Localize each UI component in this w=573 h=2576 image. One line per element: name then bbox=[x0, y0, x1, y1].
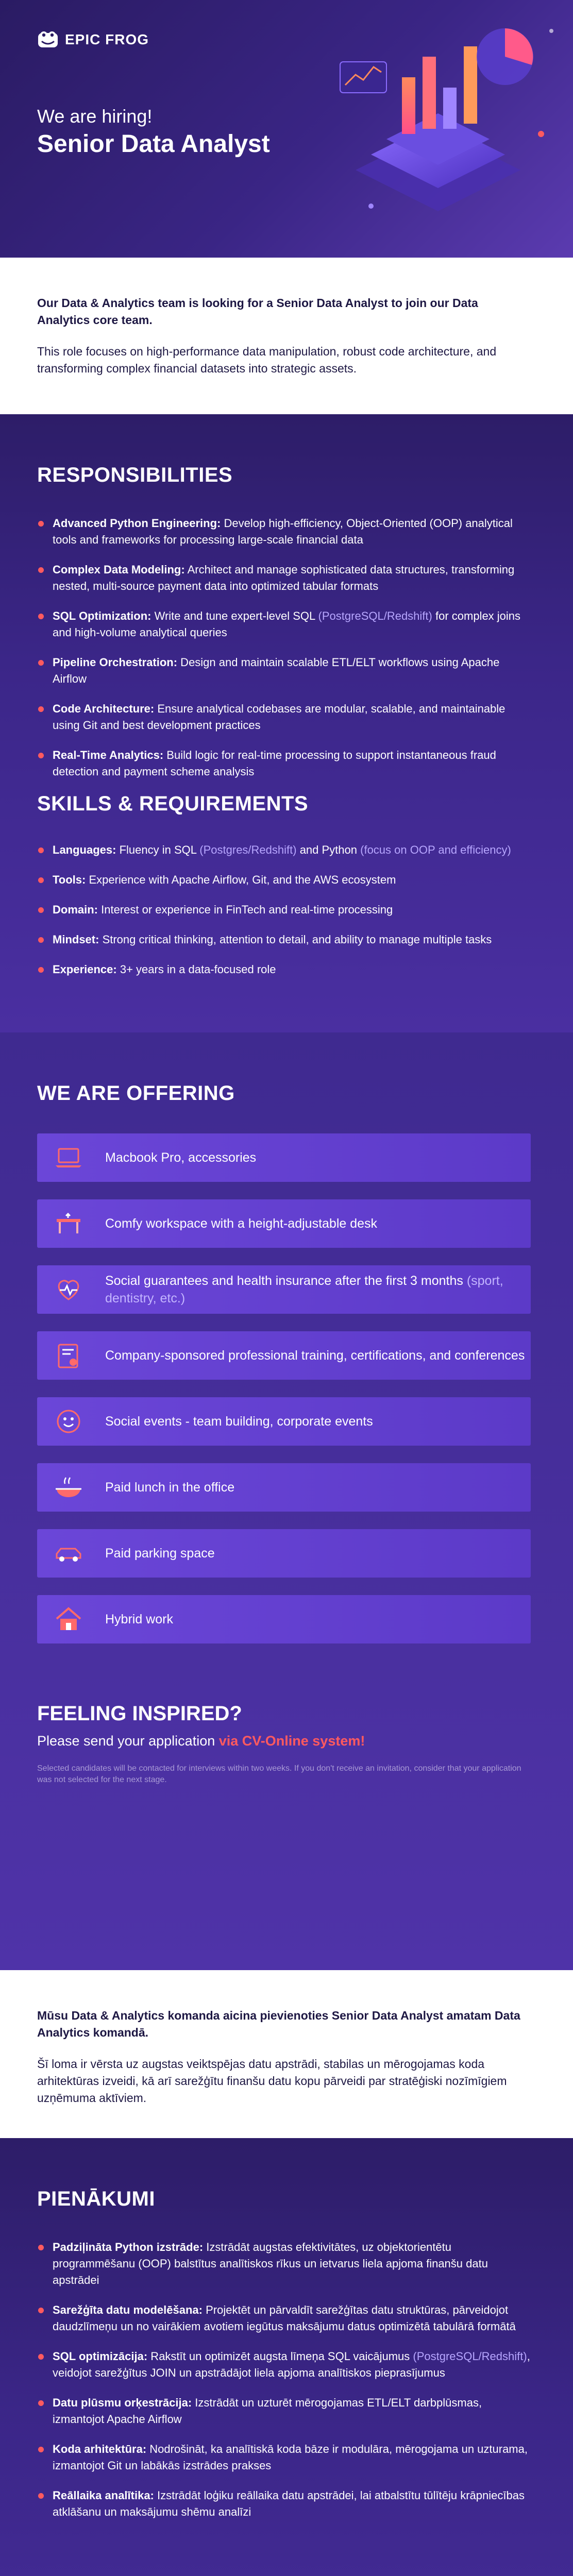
offer-item bbox=[37, 1133, 531, 1182]
health-heart-icon bbox=[53, 1274, 85, 1306]
intro-body-lv: Šī loma ir vērsta uz augstas veiktspējas datu apstrādi, stabilas un mērogojamas koda arhitektūras izveidi, kā arī sarežģītu finanšu datu kopu pārveidi par stratēģiski nozīmīgiem uzņēmuma aktīviem. bbox=[37, 2057, 507, 2105]
intro-section-en bbox=[0, 258, 573, 414]
item-highlight: (PostgreSQL/Redshift) bbox=[318, 609, 432, 622]
item-heading: Domain: bbox=[53, 903, 98, 916]
offer-item bbox=[37, 1331, 531, 1380]
item-text: Fluency in SQL bbox=[116, 843, 200, 856]
lunch-icon bbox=[53, 1471, 85, 1503]
offer-item bbox=[37, 1265, 531, 1314]
certificate-icon bbox=[53, 1340, 85, 1371]
details-section-lv bbox=[0, 2138, 573, 2576]
hero-banner bbox=[0, 0, 573, 258]
item-heading: Pipeline Orchestration: bbox=[53, 656, 178, 669]
list-item bbox=[37, 902, 532, 918]
responsibilities-title: RESPONSIBILITIES bbox=[37, 464, 233, 486]
apply-prefix: Please send your application bbox=[37, 1733, 219, 1749]
list-item bbox=[37, 872, 532, 888]
skills-title: SKILLS & REQUIREMENTS bbox=[37, 792, 309, 815]
item-text-tail: and Python bbox=[296, 843, 361, 856]
item-heading: Code Architecture: bbox=[53, 702, 155, 715]
item-text: Izstrādāt augstas efektivitātes, uz objektorientētu programmēšanu (OOP) balstītus analītiskos rīkus un ietvarus liela apjoma finanšu datu apstrādei bbox=[53, 2241, 488, 2286]
item-text-tail: for complex joins and high-volume analytical queries bbox=[53, 609, 521, 639]
offer-label: Paid lunch in the office bbox=[105, 1480, 235, 1495]
item-text: Nodrošināt, ka analītiskā koda bāze ir modulāra, mērogojama un uzturama, izmantojot Git un labākās izstrādes prakses bbox=[53, 2443, 528, 2472]
item-text: Izstrādāt loģiku reāllaika datu apstrādei, lai atbalstītu tūlītēju krāpniecības atklāšanu un maksājumu shēmu analīzi bbox=[53, 2489, 525, 2518]
offer-text bbox=[105, 1149, 256, 1166]
item-text: Develop high-efficiency, Object-Oriented (OOP) analytical tools and frameworks for processing large-scale financial data bbox=[53, 517, 513, 546]
offer-item bbox=[37, 1529, 531, 1578]
offer-text bbox=[105, 1413, 373, 1430]
item-heading: Languages: bbox=[53, 843, 116, 856]
item-text: Write and tune expert-level SQL bbox=[151, 609, 318, 622]
list-item bbox=[37, 608, 532, 641]
smile-icon bbox=[53, 1405, 85, 1437]
list-item bbox=[37, 931, 532, 948]
item-text: Rakstīt un optimizēt augsta līmeņa SQL vaicājumus bbox=[147, 2350, 413, 2363]
item-text: 3+ years in a data-focused role bbox=[116, 963, 276, 976]
item-heading: Mindset: bbox=[53, 933, 99, 946]
selection-note: Selected candidates will be contacted for interviews within two weeks. If you don't receive an invitation, consider that your application was not selected for the next stage. bbox=[37, 1764, 521, 1784]
inspired-title: FEELING INSPIRED? bbox=[37, 1702, 242, 1725]
item-highlight: (Postgres/Redshift) bbox=[199, 843, 297, 856]
offer-text bbox=[105, 1272, 531, 1307]
offer-item bbox=[37, 1595, 531, 1643]
skills-list bbox=[37, 842, 532, 991]
responsibilities-list-lv bbox=[37, 2239, 532, 2534]
item-text: Build logic for real-time processing to support instantaneous fraud detection and payment scheme analysis bbox=[53, 749, 496, 778]
item-heading: SQL Optimization: bbox=[53, 609, 151, 622]
list-item bbox=[37, 961, 532, 978]
list-item bbox=[37, 747, 532, 780]
offer-label: Paid parking space bbox=[105, 1546, 215, 1561]
item-highlight: (PostgreSQL/Redshift) bbox=[413, 2350, 527, 2363]
item-heading: Sarežģīta datu modelēšana: bbox=[53, 2303, 203, 2316]
offer-label: Social events - team building, corporate events bbox=[105, 1414, 373, 1429]
list-item bbox=[37, 654, 532, 687]
item-text: Ensure analytical codebases are modular, scalable, and maintainable using Git and best development practices bbox=[53, 702, 505, 732]
job-title: Senior Data Analyst bbox=[37, 130, 270, 158]
apply-line bbox=[37, 1733, 365, 1749]
item-heading: Tools: bbox=[53, 873, 86, 886]
list-item bbox=[37, 2487, 532, 2520]
item-text: Interest or experience in FinTech and real-time processing bbox=[98, 903, 393, 916]
details-section-en bbox=[0, 414, 573, 1032]
data-analytics-illustration bbox=[309, 0, 573, 258]
item-heading: Koda arhitektūra: bbox=[53, 2443, 147, 2455]
item-heading: SQL optimizācija: bbox=[53, 2350, 148, 2363]
offer-text bbox=[105, 1545, 215, 1562]
item-text-tail: , veidojot sarežģītus JOIN un apstrādājot liela apjoma analītiskos pieprasījumus bbox=[53, 2350, 530, 2379]
item-highlight: (focus on OOP and efficiency) bbox=[360, 843, 511, 856]
intro-body: This role focuses on high-performance data manipulation, robust code architecture, and transforming complex financial datasets into strategic assets. bbox=[37, 345, 497, 375]
offer-text bbox=[105, 1479, 234, 1496]
item-heading: Complex Data Modeling: bbox=[53, 563, 185, 576]
list-item bbox=[37, 2441, 532, 2474]
laptop-icon bbox=[53, 1142, 85, 1174]
item-text: Architect and manage sophisticated data structures, transforming nested, multi-source payment data into optimized tabular formats bbox=[53, 563, 515, 592]
list-item bbox=[37, 842, 532, 858]
item-text: Design and maintain scalable ETL/ELT workflows using Apache Airflow bbox=[53, 656, 500, 685]
item-text: Izstrādāt un uzturēt mērogojamas ETL/ELT darbplūsmas, izmantojot Apache Airflow bbox=[53, 2396, 482, 2426]
desk-icon bbox=[53, 1208, 85, 1240]
offer-label: Company-sponsored professional training, certifications, and conferences bbox=[105, 1348, 525, 1363]
cv-online-link[interactable]: via CV-Online system! bbox=[218, 1733, 365, 1749]
offer-item bbox=[37, 1463, 531, 1512]
responsibilities-title-lv: PIENĀKUMI bbox=[37, 2188, 155, 2210]
offer-text bbox=[105, 1347, 525, 1364]
car-icon bbox=[53, 1537, 85, 1569]
responsibilities-list bbox=[37, 515, 532, 793]
list-item bbox=[37, 2395, 532, 2428]
offer-item bbox=[37, 1397, 531, 1446]
list-item bbox=[37, 2239, 532, 2289]
offer-text bbox=[105, 1611, 173, 1628]
item-heading: Datu plūsmu orķestrācija: bbox=[53, 2396, 192, 2409]
list-item bbox=[37, 562, 532, 595]
intro-lead-lv: Mūsu Data & Analytics komanda aicina pievienoties Senior Data Analyst amatam Data Analytics komandā. bbox=[37, 2009, 520, 2039]
frog-logo-icon bbox=[37, 29, 59, 50]
intro-lead: Our Data & Analytics team is looking for a Senior Data Analyst to join our Data Analytics core team. bbox=[37, 296, 478, 327]
offer-label: Hybrid work bbox=[105, 1612, 173, 1626]
list-item bbox=[37, 2302, 532, 2335]
intro-section-lv bbox=[0, 1970, 573, 2138]
offer-item bbox=[37, 1199, 531, 1248]
list-item bbox=[37, 515, 532, 548]
list-item bbox=[37, 2348, 532, 2381]
brand-logo bbox=[37, 29, 149, 50]
item-heading: Reāllaika analītika: bbox=[53, 2489, 154, 2502]
offer-label: Social guarantees and health insurance after the first 3 months bbox=[105, 1274, 467, 1288]
item-heading: Real-Time Analytics: bbox=[53, 749, 164, 761]
item-text: Projektēt un pārvaldīt sarežģītas datu struktūras, pārveidojot daudzlīmeņu un no vairākiem avotiem iegūtus maksājumu datus optimizētā tabulārā formātā bbox=[53, 2303, 516, 2333]
offering-section-en bbox=[0, 1032, 573, 1970]
offer-highlight: (sport, dentistry, etc.) bbox=[105, 1274, 503, 1306]
item-heading: Advanced Python Engineering: bbox=[53, 517, 221, 530]
hiring-kicker: We are hiring! bbox=[37, 106, 153, 127]
offer-label: Comfy workspace with a height-adjustable desk bbox=[105, 1216, 378, 1231]
item-heading: Experience: bbox=[53, 963, 117, 976]
item-text: Experience with Apache Airflow, Git, and the AWS ecosystem bbox=[86, 873, 396, 886]
item-text: Strong critical thinking, attention to detail, and ability to manage multiple tasks bbox=[99, 933, 492, 946]
item-heading: Padziļināta Python izstrāde: bbox=[53, 2241, 204, 2253]
brand-name: EPIC FROG bbox=[65, 31, 149, 47]
offer-label: Macbook Pro, accessories bbox=[105, 1150, 257, 1165]
offer-text bbox=[105, 1215, 377, 1232]
list-item bbox=[37, 701, 532, 734]
offering-title: WE ARE OFFERING bbox=[37, 1082, 235, 1105]
home-icon bbox=[53, 1603, 85, 1635]
